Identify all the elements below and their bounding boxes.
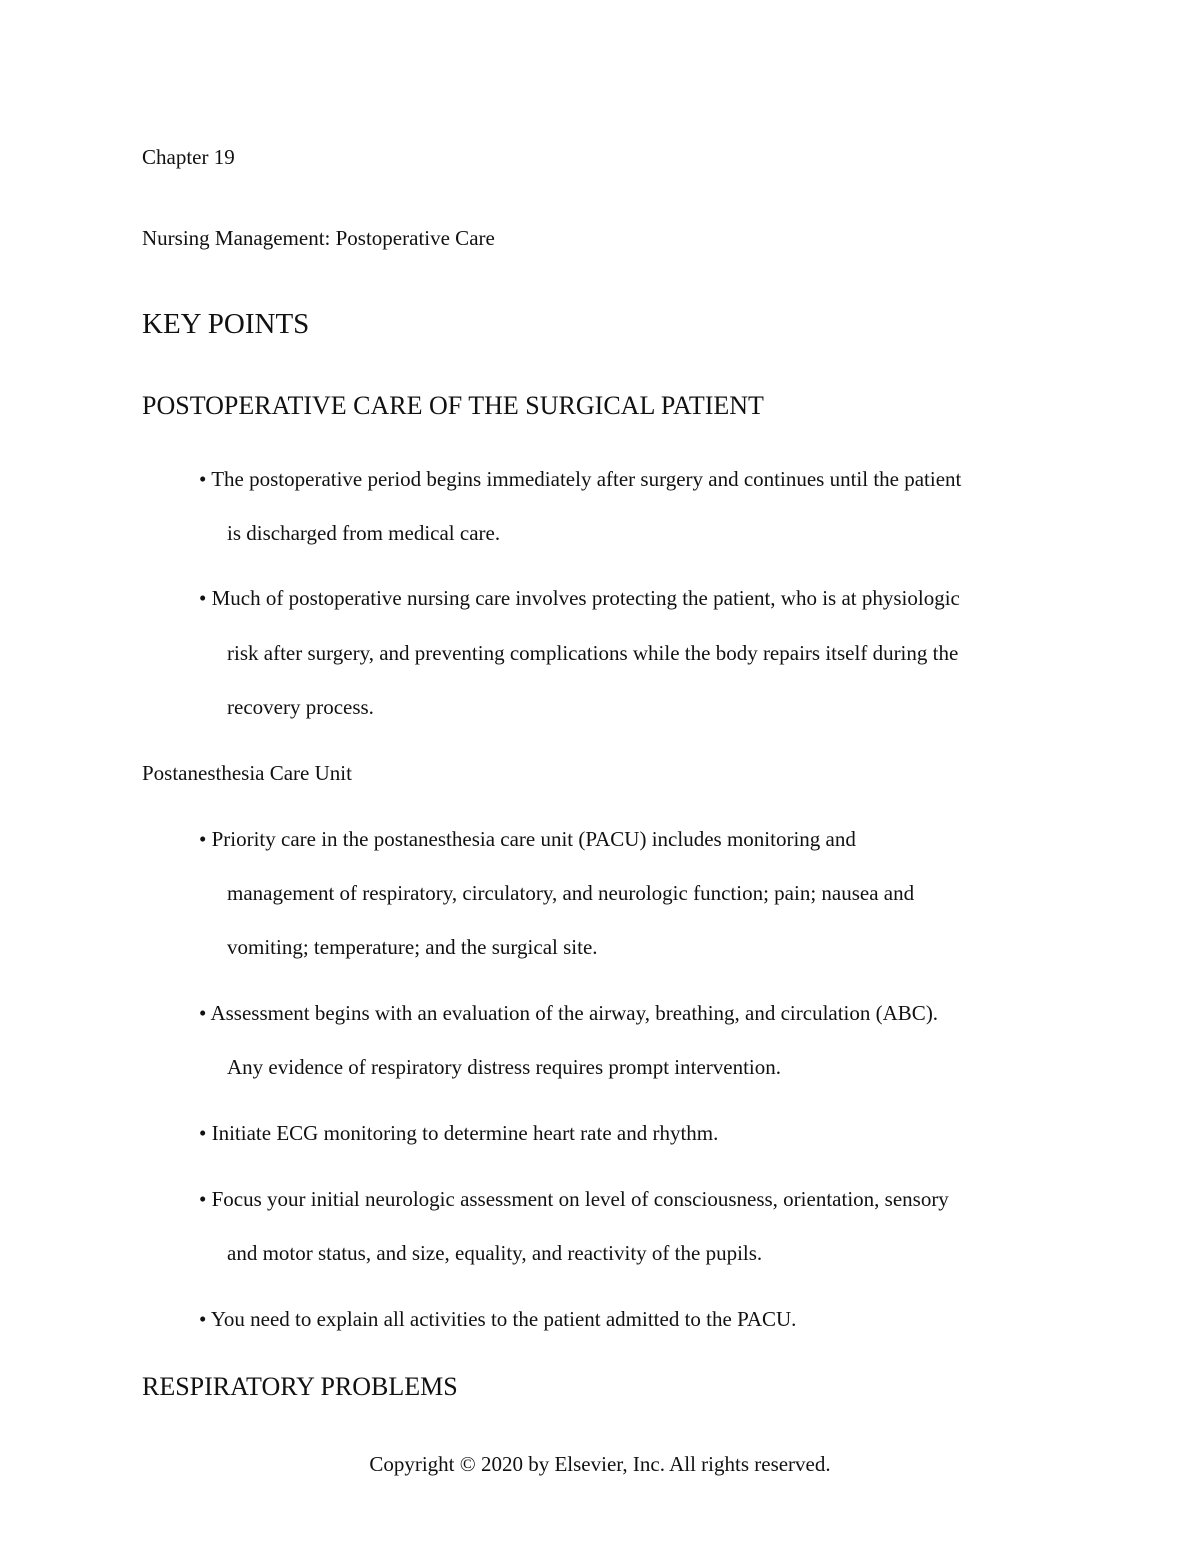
copyright-footer: Copyright © 2020 by Elsevier, Inc. All rights reserved.	[369, 1452, 831, 1476]
key-points-heading: KEY POINTS	[142, 308, 310, 340]
bullet-line: • The postoperative period begins immediately after surgery and continues until the patient	[199, 467, 962, 491]
section-heading-respiratory-problems: RESPIRATORY PROBLEMS	[142, 1372, 458, 1401]
bullet-line: recovery process.	[227, 695, 374, 719]
chapter-title: Nursing Management: Postoperative Care	[142, 226, 495, 250]
bullet-line: management of respiratory, circulatory, and neurologic function; pain; nausea and	[227, 881, 915, 905]
section-heading-postoperative-care: POSTOPERATIVE CARE OF THE SURGICAL PATIENT	[142, 391, 764, 420]
bullet-line: Any evidence of respiratory distress requires prompt intervention.	[227, 1055, 782, 1079]
chapter-label: Chapter 19	[142, 145, 235, 169]
bullet-line: • You need to explain all activities to the patient admitted to the PACU.	[199, 1307, 797, 1331]
bullet-line: • Much of postoperative nursing care involves protecting the patient, who is at physiologic	[199, 586, 960, 610]
bullet-line: • Focus your initial neurologic assessment on level of consciousness, orientation, sensory	[199, 1187, 949, 1211]
bullet-line: • Assessment begins with an evaluation of the airway, breathing, and circulation (ABC).	[199, 1001, 939, 1025]
bullet-line: is discharged from medical care.	[227, 521, 501, 545]
bullet-line: • Initiate ECG monitoring to determine heart rate and rhythm.	[199, 1121, 719, 1145]
subsection-heading-pacu: Postanesthesia Care Unit	[142, 761, 352, 785]
bullet-line: and motor status, and size, equality, and reactivity of the pupils.	[227, 1241, 763, 1265]
bullet-line: vomiting; temperature; and the surgical site.	[227, 935, 598, 959]
bullet-line: • Priority care in the postanesthesia care unit (PACU) includes monitoring and	[199, 827, 856, 851]
bullet-line: risk after surgery, and preventing complications while the body repairs itself during the	[227, 641, 959, 665]
